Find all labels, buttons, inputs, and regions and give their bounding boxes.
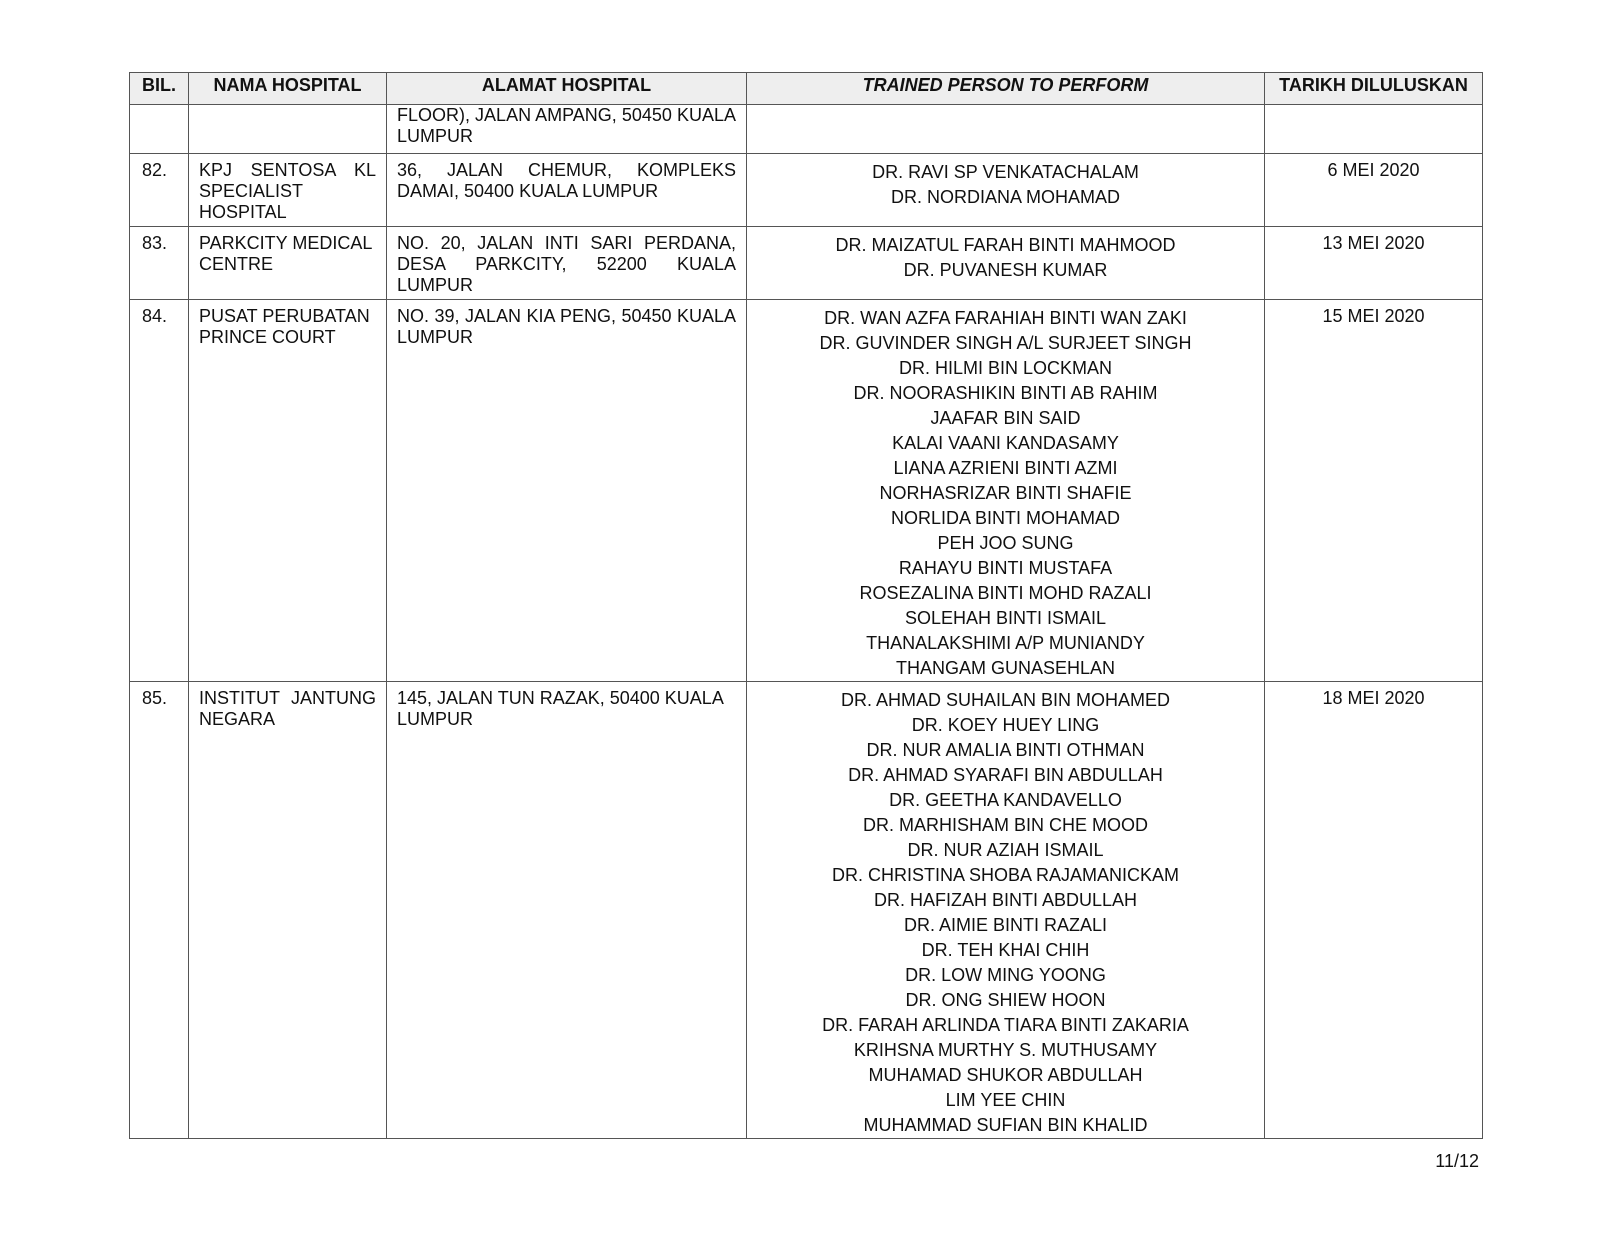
trained-person-name: DR. GEETHA KANDAVELLO bbox=[889, 790, 1122, 810]
trained-person-name: DR. MARHISHAM BIN CHE MOOD bbox=[862, 815, 1148, 835]
trained-person-name: DR. ONG SHIEW HOON bbox=[905, 990, 1106, 1010]
bil-cell bbox=[130, 105, 189, 154]
alamat-cell: NO. 20, JALAN INTI SARI PERDANA, DESA PARKCITY, 52200 KUALA LUMPUR bbox=[387, 227, 747, 300]
trained-person-name: DR. TEH KHAI CHIH bbox=[921, 940, 1090, 960]
header-alamat-hospital: ALAMAT HOSPITAL bbox=[387, 73, 747, 105]
trained-person-name: DR. CHRISTINA SHOBA RAJAMANICKAM bbox=[831, 865, 1180, 885]
bil-cell: 82. bbox=[130, 154, 189, 227]
trained-person-name: DR. WAN AZFA FARAHIAH BINTI WAN ZAKI bbox=[824, 308, 1187, 328]
persons-cell bbox=[747, 682, 1265, 1139]
trained-person-name: DR. AHMAD SYARAFI BIN ABDULLAH bbox=[848, 765, 1163, 785]
table-row bbox=[130, 227, 1483, 300]
alamat-cell: 145, JALAN TUN RAZAK, 50400 KUALA LUMPUR bbox=[387, 682, 747, 1139]
trained-person-name: NORLIDA BINTI MOHAMAD bbox=[890, 508, 1121, 528]
trained-person-name: DR. MAIZATUL FARAH BINTI MAHMOOD bbox=[835, 235, 1176, 255]
trained-person-name: DR. NUR AZIAH ISMAIL bbox=[907, 840, 1104, 860]
trained-person-name: LIANA AZRIENI BINTI AZMI bbox=[893, 458, 1118, 478]
header-bil: BIL. bbox=[130, 73, 189, 105]
header-tarikh-diluluskan: TARIKH DILULUSKAN bbox=[1265, 73, 1483, 105]
trained-person-name: DR. FARAH ARLINDA TIARA BINTI ZAKARIA bbox=[822, 1015, 1189, 1035]
nama-cell bbox=[189, 105, 387, 154]
bil-cell: 84. bbox=[130, 300, 189, 682]
hospital-approval-table bbox=[129, 72, 1483, 1139]
persons-cell bbox=[747, 154, 1265, 227]
trained-person-name: DR. PUVANESH KUMAR bbox=[903, 260, 1108, 280]
trained-person-name: NORHASRIZAR BINTI SHAFIE bbox=[879, 483, 1132, 503]
nama-cell: KPJ SENTOSA KL SPECIALIST HOSPITAL bbox=[189, 154, 387, 227]
bil-cell: 83. bbox=[130, 227, 189, 300]
trained-person-name: DR. AIMIE BINTI RAZALI bbox=[903, 915, 1108, 935]
trained-person-name: DR. AHMAD SUHAILAN BIN MOHAMED bbox=[840, 690, 1171, 710]
trained-person-name: MUHAMAD SHUKOR ABDULLAH bbox=[868, 1065, 1143, 1085]
trained-person-name: DR. LOW MING YOONG bbox=[905, 965, 1106, 985]
tarikh-cell bbox=[1265, 105, 1483, 154]
table-row bbox=[130, 682, 1483, 1139]
trained-person-name: THANGAM GUNASEHLAN bbox=[895, 658, 1116, 678]
tarikh-cell: 6 MEI 2020 bbox=[1265, 154, 1483, 227]
trained-person-name: DR. NUR AMALIA BINTI OTHMAN bbox=[866, 740, 1145, 760]
trained-person-name: MUHAMMAD SUFIAN BIN KHALID bbox=[863, 1115, 1148, 1135]
tarikh-cell: 15 MEI 2020 bbox=[1265, 300, 1483, 682]
trained-person-name: LIM YEE CHIN bbox=[945, 1090, 1066, 1110]
tarikh-cell: 13 MEI 2020 bbox=[1265, 227, 1483, 300]
trained-person-name: PEH JOO SUNG bbox=[937, 533, 1074, 553]
trained-person-name: ROSEZALINA BINTI MOHD RAZALI bbox=[859, 583, 1152, 603]
trained-person-name: DR. RAVI SP VENKATACHALAM bbox=[872, 162, 1139, 182]
trained-person-name: THANALAKSHIMI A/P MUNIANDY bbox=[866, 633, 1145, 653]
trained-person-name: DR. GUVINDER SINGH A/L SURJEET SINGH bbox=[819, 333, 1192, 353]
header-nama-hospital: NAMA HOSPITAL bbox=[189, 73, 387, 105]
alamat-cell: NO. 39, JALAN KIA PENG, 50450 KUALA LUMPUR bbox=[387, 300, 747, 682]
trained-person-name: DR. HILMI BIN LOCKMAN bbox=[898, 358, 1113, 378]
trained-person-name: DR. NOORASHIKIN BINTI AB RAHIM bbox=[853, 383, 1158, 403]
persons-cell bbox=[747, 105, 1265, 154]
alamat-cell: 36, JALAN CHEMUR, KOMPLEKS DAMAI, 50400 KUALA LUMPUR bbox=[387, 154, 747, 227]
table-header-row bbox=[130, 73, 1483, 105]
nama-cell: INSTITUT JANTUNG NEGARA bbox=[189, 682, 387, 1139]
trained-person-name: JAAFAR BIN SAID bbox=[930, 408, 1081, 428]
persons-cell bbox=[747, 227, 1265, 300]
trained-person-name: RAHAYU BINTI MUSTAFA bbox=[898, 558, 1113, 578]
alamat-cell: FLOOR), JALAN AMPANG, 50450 KUALA LUMPUR bbox=[387, 105, 747, 154]
page-number: 11/12 bbox=[1435, 1151, 1479, 1171]
trained-person-name: DR. NORDIANA MOHAMAD bbox=[890, 187, 1121, 207]
trained-person-name: KRIHSNA MURTHY S. MUTHUSAMY bbox=[853, 1040, 1158, 1060]
trained-person-name: DR. KOEY HUEY LING bbox=[911, 715, 1100, 735]
nama-cell: PUSAT PERUBATAN PRINCE COURT bbox=[189, 300, 387, 682]
tarikh-cell: 18 MEI 2020 bbox=[1265, 682, 1483, 1139]
table-row bbox=[130, 300, 1483, 682]
trained-person-name: DR. HAFIZAH BINTI ABDULLAH bbox=[873, 890, 1138, 910]
trained-person-name: SOLEHAH BINTI ISMAIL bbox=[904, 608, 1107, 628]
bil-cell: 85. bbox=[130, 682, 189, 1139]
table-row bbox=[130, 154, 1483, 227]
persons-cell bbox=[747, 300, 1265, 682]
header-trained-person: TRAINED PERSON TO PERFORM bbox=[747, 73, 1265, 105]
table-row-continuation bbox=[130, 105, 1483, 154]
nama-cell: PARKCITY MEDICAL CENTRE bbox=[189, 227, 387, 300]
trained-person-name: KALAI VAANI KANDASAMY bbox=[892, 433, 1119, 453]
